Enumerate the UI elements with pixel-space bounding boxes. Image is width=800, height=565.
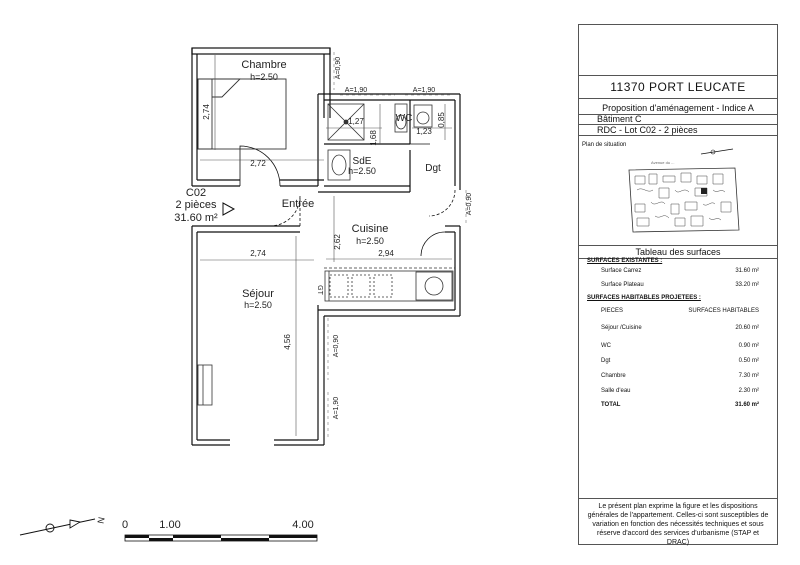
habitable-row [587,371,773,381]
cuisine-height: h=2.50 [356,236,384,246]
access-a1: A=0,90 [335,56,342,80]
entry-arrow-icon [223,203,234,215]
habitable-row [587,323,773,333]
habitable-value: 2.30 m² [738,388,759,394]
north-label: N [95,516,107,525]
batiment-line: Bâtiment C [579,114,777,125]
scale-zero: 0 [121,519,129,531]
doors [240,144,455,256]
habitable-value: 7.30 m² [738,373,759,379]
total-label: TOTAL [601,402,621,408]
dim-sejour-w: 2,74 [250,249,266,258]
lot-rooms: 2 pièces [175,199,217,211]
gt-label: GT [316,285,323,295]
col-surfaces: SURFACES HABITABLES [688,308,759,314]
bed [198,79,286,149]
situation-map [623,158,743,236]
habitable-row [587,356,773,366]
cuisine-label: Cuisine [351,223,389,235]
access-a3: A=1,90 [412,87,436,94]
habitable-label: Séjour /Cuisine [601,325,642,331]
total-row [587,400,773,410]
total-value: 31.60 m² [734,402,759,408]
habitable-label: Chambre [601,373,626,379]
sejour-height: h=2.50 [244,300,272,310]
access-a2: A=1,90 [344,87,368,94]
existing-value: 33.20 m² [735,282,759,288]
walls [192,48,460,445]
sde-height: h=2.50 [348,166,376,176]
lot-line: RDC - Lot C02 - 2 pièces [579,125,777,136]
dgt-label: Dgt [425,163,441,174]
dim-cuisine-h: 2,62 [333,234,342,250]
existing-header: SURFACES EXISTANTES : [587,258,663,264]
access-a5: A=0,90 [333,334,340,358]
habitable-label: Dgt [601,358,611,364]
dim-wc-w: 1,23 [416,127,432,136]
disclaimer-text: Le présent plan exprime la figure et les dispositions générales de l'appartement. Celles-ci sont susceptibles de variation en fonction des nécessités techniques et sous réserve d'accord des services d'urbanisme (STAP et DRAC) [579,498,777,550]
dim-chambre-h: 2,74 [202,104,211,120]
habitable-label: WC [601,343,611,349]
access-a6: A=1,90 [333,396,340,420]
plan-situation-label: Plan de situation [582,142,627,148]
project-title: 11370 PORT LEUCATE [579,75,777,99]
habitable-header: SURFACES HABITABLES PROJETEES : [587,295,701,301]
dim-cuisine-w: 2,94 [378,249,394,258]
existing-label: Surface Carrez [601,268,642,274]
scale-bar [125,535,317,541]
lot-area: 31.60 m² [174,212,218,224]
habitable-label: Salle d'eau [601,388,631,394]
wc-label: WC [395,113,413,124]
chambre-label: Chambre [241,59,287,71]
dim-sde-w: 1,27 [348,117,364,126]
existing-value: 31.60 m² [735,268,759,274]
entree-label: Entrée [281,198,315,210]
lot-code: C02 [185,187,207,199]
sejour-label: Séjour [242,288,274,300]
existing-row [587,280,773,290]
kitchen-counter [324,268,455,301]
window [198,365,212,405]
dim-chambre-w: 2,72 [250,159,266,168]
title-block [578,24,778,545]
dim-sejour-h: 4,56 [283,334,292,350]
col-pieces: PIECES [601,308,624,314]
map-street-label: Avenue du ... [651,160,675,165]
proposition-line: Proposition d'aménagement - Indice A [579,103,777,115]
access-a4: A=0,90 [466,192,473,216]
dim-sde-h: 1,68 [369,130,378,146]
scale-one: 1.00 [159,519,181,531]
existing-row [587,266,773,276]
tableau-title: Tableau des surfaces [579,245,777,259]
habitable-value: 0.90 m² [738,343,759,349]
scale-four: 4.00 [292,519,314,531]
habitable-row [587,386,773,396]
habitable-value: 0.50 m² [738,358,759,364]
habitable-row [587,341,773,351]
map-compass-icon [699,143,735,153]
north-arrow-icon [20,519,95,535]
sde-label: SdE [352,156,372,167]
existing-label: Surface Plateau [601,282,644,288]
dim-wc-h: 0,85 [437,112,446,128]
habitable-value: 20.60 m² [735,325,759,331]
chambre-height: h=2.50 [250,72,278,82]
